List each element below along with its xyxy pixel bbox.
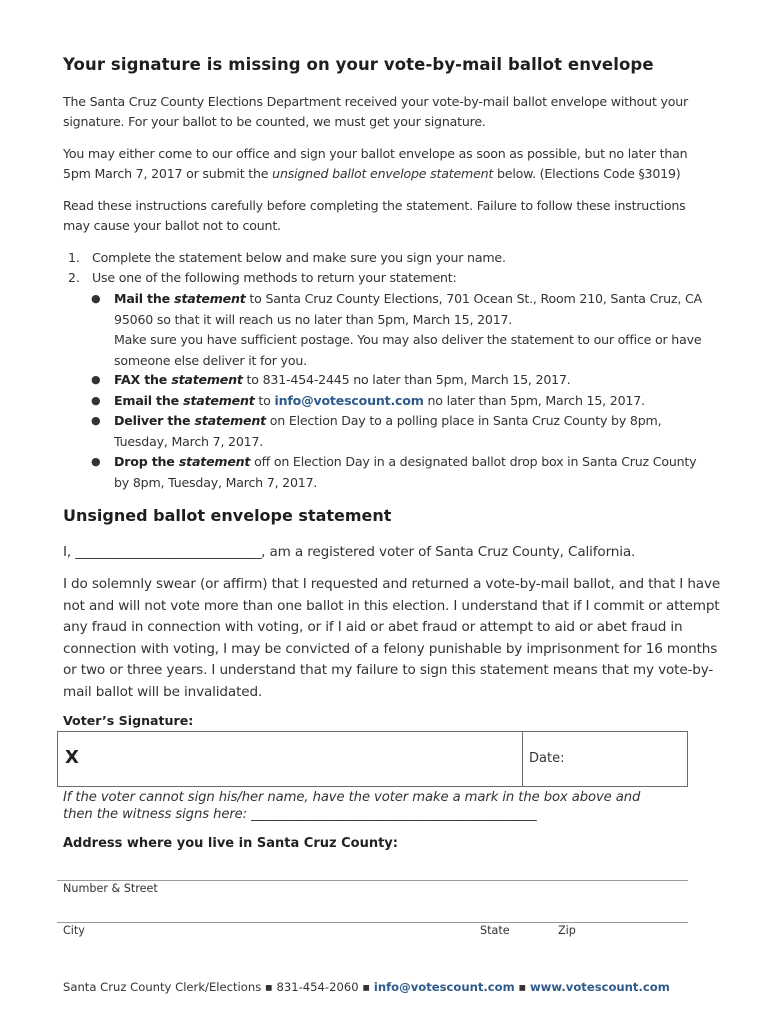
date-label: Date: [529,751,565,766]
intro-p2-tail: below. (Elections Code §3019) [493,166,681,181]
footer-email-link[interactable]: info@votescount.com [373,980,515,994]
method-text: to Santa Cruz County Elections, 701 Ocean St., Room 210, Santa Cruz, CA 95060 so that it will reach us no later than 5pm, March 15, 2017. [114,291,702,327]
witness-signature-field[interactable]: __________________________________________________ [251,807,536,822]
method-email [0,391,770,411]
method-bold: Mail the [114,291,175,306]
method-drop [0,452,770,493]
email-link[interactable]: info@votescount.com [274,393,424,408]
step-2 [0,268,770,288]
street-label: Number & Street [63,882,158,895]
method-text: on Election Day to a polling place in Santa Cruz County by 8pm, Tuesday, March 7, 2017. [114,413,662,449]
name-prefix: I, [63,544,76,560]
bullet-icon: ● [91,455,101,468]
method-italic: statement [174,291,246,306]
step-text: Complete the statement below and make sure you sign your name. [92,250,506,265]
method-text: off on Election Day in a designated ballot drop box in Santa Cruz County by 8pm, Tuesday, March 7, 2017. [114,454,697,490]
method-bold: FAX the [114,372,172,387]
bullet-icon: ● [91,292,101,305]
separator-icon: ▪ [358,980,374,994]
name-suffix: , am a registered voter of Santa Cruz County, California. [261,544,636,560]
step-1 [0,248,770,268]
footer-org: Santa Cruz County Clerk/Elections [63,980,262,994]
statement-heading: Unsigned ballot envelope statement [63,506,392,525]
method-bold: Drop the [114,454,179,469]
footer-website-link[interactable]: www.votescount.com [529,980,670,994]
method-bold: Email the [114,393,184,408]
intro-p2-text: You may either come to our office and sign your ballot envelope as soon as possible, but no later than 5pm March 7, 2017 or submit the [63,146,688,181]
bullet-icon: ● [91,394,101,407]
address-label: Address where you live in Santa Cruz County: [63,836,398,851]
oath-paragraph: I do solemnly swear (or affirm) that I requested and returned a vote-by-mail ballot, and that I have not and will not vote more than one ballot in this election. I understand that if I commit or attempt any fraud in connection with voting, or if I aid or abet fraud or attempt to aid or abet fraud in connection with voting, I may be convicted of a felony punishable by imprisonment for 16 months or two or three years. I understand that my failure to sign this statement means that my vote-by-mail ballot will be invalidated. [63,576,721,700]
method-deliver [0,411,770,452]
witness-line-1: If the voter cannot sign his/her name, have the voter make a mark in the box above and [63,790,641,805]
method-italic: statement [178,454,251,469]
bullet-icon: ● [91,414,101,427]
state-label: State [480,924,510,937]
method-italic: statement [183,393,255,408]
city-state-zip-line[interactable] [57,922,688,923]
name-line [63,542,723,564]
signature-label: Voter’s Signature: [63,713,194,728]
street-line[interactable] [57,880,688,881]
method-note: Make sure you have sufficient postage. You may also deliver the statement to our office or have someone else deliver it for you. [114,332,702,368]
separator-icon: ▪ [261,980,277,994]
step-number: 2. [68,270,80,285]
witness-line-2: then the witness signs here: [63,807,252,822]
method-mail [0,289,770,371]
method-italic: statement [194,413,266,428]
method-text: no later than 5pm, March 15, 2017. [423,393,645,408]
footer [63,980,670,994]
step-text: Use one of the following methods to return your statement: [92,270,457,285]
witness-instructions [63,789,640,823]
bullet-icon: ● [91,373,101,386]
method-text: to 831-454-2445 no later than 5pm, March 15, 2017. [242,372,571,387]
signature-mark: X [65,747,79,768]
signature-box[interactable] [57,731,688,787]
signature-divider [522,732,523,786]
method-italic: statement [171,372,243,387]
separator-icon: ▪ [514,980,530,994]
footer-phone: 831-454-2060 [276,980,359,994]
zip-label: Zip [558,924,576,937]
intro-paragraph-3: Read these instructions carefully before completing the statement. Failure to follow these instructions may cause your ballot not to count. [63,198,686,233]
intro-paragraph-1: The Santa Cruz County Elections Department received your vote-by-mail ballot envelope without your signature. For your ballot to be counted, we must get your signature. [63,94,689,129]
name-blank-field[interactable]: ______________________________ [75,544,262,560]
city-label: City [63,924,85,937]
method-fax [0,370,770,390]
method-text-before: to [254,393,275,408]
method-bold: Deliver the [114,413,195,428]
intro-p2-italic: unsigned ballot envelope statement [272,166,494,181]
intro-paragraph-2 [63,144,713,184]
step-number: 1. [68,250,80,265]
page-title: Your signature is missing on your vote-by-mail ballot envelope [63,55,654,74]
